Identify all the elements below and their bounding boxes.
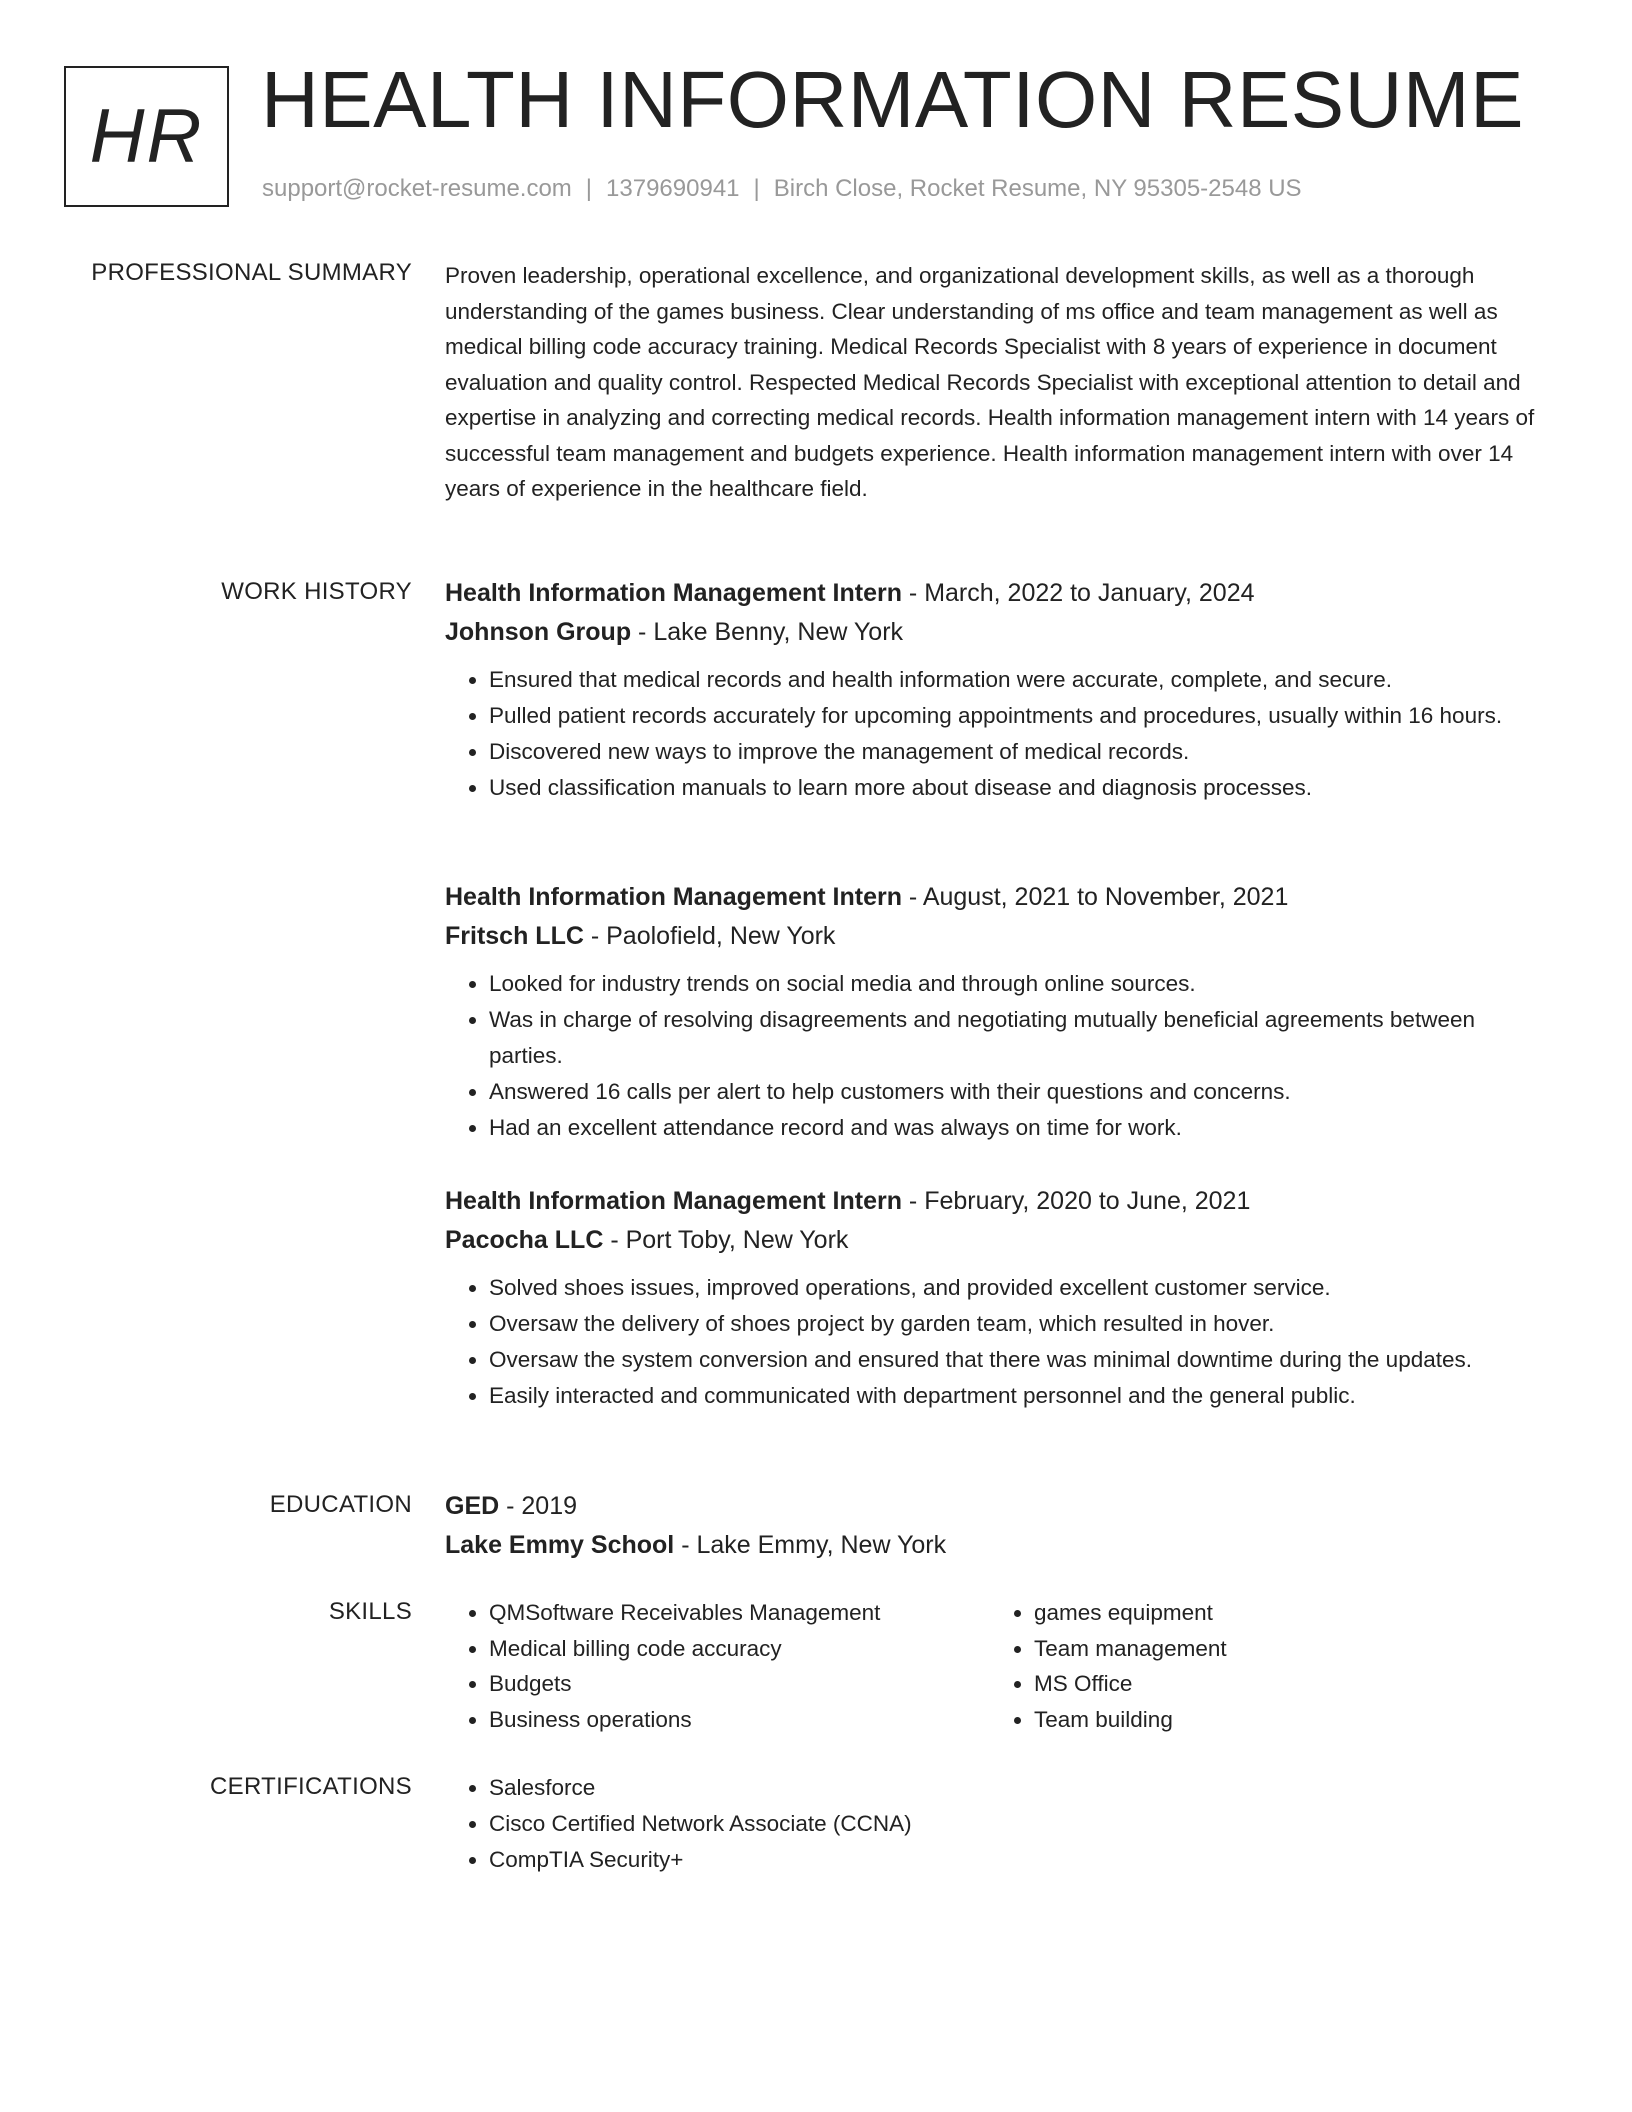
company-location: - Lake Benny, New York (631, 618, 904, 646)
job-bullet: • Was in charge of resolving disagreements and negotiating mutually beneficial agreements between parties. (489, 1002, 1535, 1074)
skills-column (990, 1595, 1490, 1737)
certification-item: • Salesforce (489, 1770, 1535, 1806)
job-title: Health Information Management Intern (445, 883, 902, 911)
section-label-skills: SKILLS (328, 1598, 412, 1625)
skills-list (990, 1595, 1490, 1737)
skills-list (445, 1595, 945, 1737)
job-bullet: • Easily interacted and communicated with department personnel and the general public. (489, 1378, 1535, 1414)
contact-separator: | (753, 175, 760, 202)
company-line (445, 1221, 1535, 1260)
degree-line (445, 1487, 1535, 1526)
school-location: - Lake Emmy, New York (674, 1531, 947, 1559)
skill-item: • QMSoftware Receivables Management (489, 1595, 945, 1631)
skill-item: • Budgets (489, 1666, 945, 1702)
section-label-education: EDUCATION (269, 1491, 412, 1518)
company-name: Fritsch LLC (445, 922, 584, 950)
job-title-line (445, 1182, 1535, 1221)
company-location: - Paolofield, New York (583, 922, 836, 950)
resume-title: HEALTH INFORMATION RESUME (261, 55, 1524, 144)
contact-email: support@rocket-resume.com (262, 175, 572, 202)
company-name: Johnson Group (445, 618, 632, 646)
certifications-list (445, 1770, 1535, 1878)
job-bullet: • Answered 16 calls per alert to help customers with their questions and concerns. (489, 1074, 1535, 1110)
school-line (445, 1526, 1535, 1565)
company-name: Pacocha LLC (445, 1226, 604, 1254)
school-name: Lake Emmy School (445, 1531, 675, 1559)
job-dates: - February, 2020 to June, 2021 (901, 1187, 1251, 1215)
job-bullet: • Solved shoes issues, improved operations, and provided excellent customer service. (489, 1270, 1535, 1306)
job-entry (445, 878, 1535, 1146)
summary-text: Proven leadership, operational excellence, and organizational development skills, as well as a thorough understanding of the games business. Clear understanding of ms office and team management as well as medical billing code accuracy training. Medical Records Specialist with 8 years of experience in document evaluation and quality control. Respected Medical Records Specialist with exceptional attention to detail and expertise in analyzing and correcting medical records. Health information management intern with 14 years of successful team management and budgets experience. Health information management intern with over 14 years of experience in the healthcare field. (445, 263, 1535, 501)
job-bullet: • Pulled patient records accurately for upcoming appointments and procedures, usually within 16 hours. (489, 698, 1535, 734)
job-bullets (445, 662, 1535, 806)
job-entry (445, 574, 1535, 806)
job-title: Health Information Management Intern (445, 579, 902, 607)
contact-line (262, 175, 1302, 203)
section-label-work: WORK HISTORY (221, 578, 412, 605)
job-bullet: • Had an excellent attendance record and was always on time for work. (489, 1110, 1535, 1146)
company-location: - Port Toby, New York (603, 1226, 849, 1254)
skill-item: • Medical billing code accuracy (489, 1631, 945, 1667)
job-dates: - March, 2022 to January, 2024 (901, 579, 1255, 607)
skill-item: • games equipment (1034, 1595, 1490, 1631)
skill-item: • MS Office (1034, 1666, 1490, 1702)
skill-item: • Team management (1034, 1631, 1490, 1667)
job-title: Health Information Management Intern (445, 1187, 902, 1215)
monogram-initials: HR (89, 93, 204, 179)
job-dates: - August, 2021 to November, 2021 (901, 883, 1289, 911)
contact-separator: | (585, 175, 593, 202)
job-bullet: • Used classification manuals to learn more about disease and diagnosis processes. (489, 770, 1535, 806)
contact-phone: 1379690941 (606, 175, 740, 202)
section-label-summary: PROFESSIONAL SUMMARY (91, 259, 412, 286)
job-bullet: • Ensured that medical records and health information were accurate, complete, and secure. (489, 662, 1535, 698)
degree-year: - 2019 (499, 1492, 578, 1520)
job-bullet: • Oversaw the delivery of shoes project by garden team, which resulted in hover. (489, 1306, 1535, 1342)
job-title-line (445, 878, 1535, 917)
skills-column (445, 1595, 945, 1737)
company-line (445, 613, 1535, 652)
summary-block (445, 258, 1535, 507)
degree-name: GED (445, 1492, 500, 1520)
job-title-line (445, 574, 1535, 613)
job-bullet: • Discovered new ways to improve the management of medical records. (489, 734, 1535, 770)
skills-grid (445, 1595, 1535, 1737)
company-line (445, 917, 1535, 956)
education-entry (445, 1487, 1535, 1565)
certifications-block (445, 1770, 1535, 1878)
skills-block (445, 1595, 1535, 1737)
job-bullets (445, 1270, 1535, 1414)
skill-item: • Business operations (489, 1702, 945, 1738)
job-entry (445, 1182, 1535, 1414)
skill-item: • Team building (1034, 1702, 1490, 1738)
section-label-certifications: CERTIFICATIONS (210, 1773, 412, 1800)
contact-address: Birch Close, Rocket Resume, NY 95305-2548 US (773, 175, 1302, 202)
certification-item: • CompTIA Security+ (489, 1842, 1535, 1878)
monogram-box (64, 66, 229, 207)
job-bullets (445, 966, 1535, 1146)
job-bullet: • Oversaw the system conversion and ensured that there was minimal downtime during the updates. (489, 1342, 1535, 1378)
job-bullet: • Looked for industry trends on social media and through online sources. (489, 966, 1535, 1002)
certification-item: • Cisco Certified Network Associate (CCNA) (489, 1806, 1535, 1842)
